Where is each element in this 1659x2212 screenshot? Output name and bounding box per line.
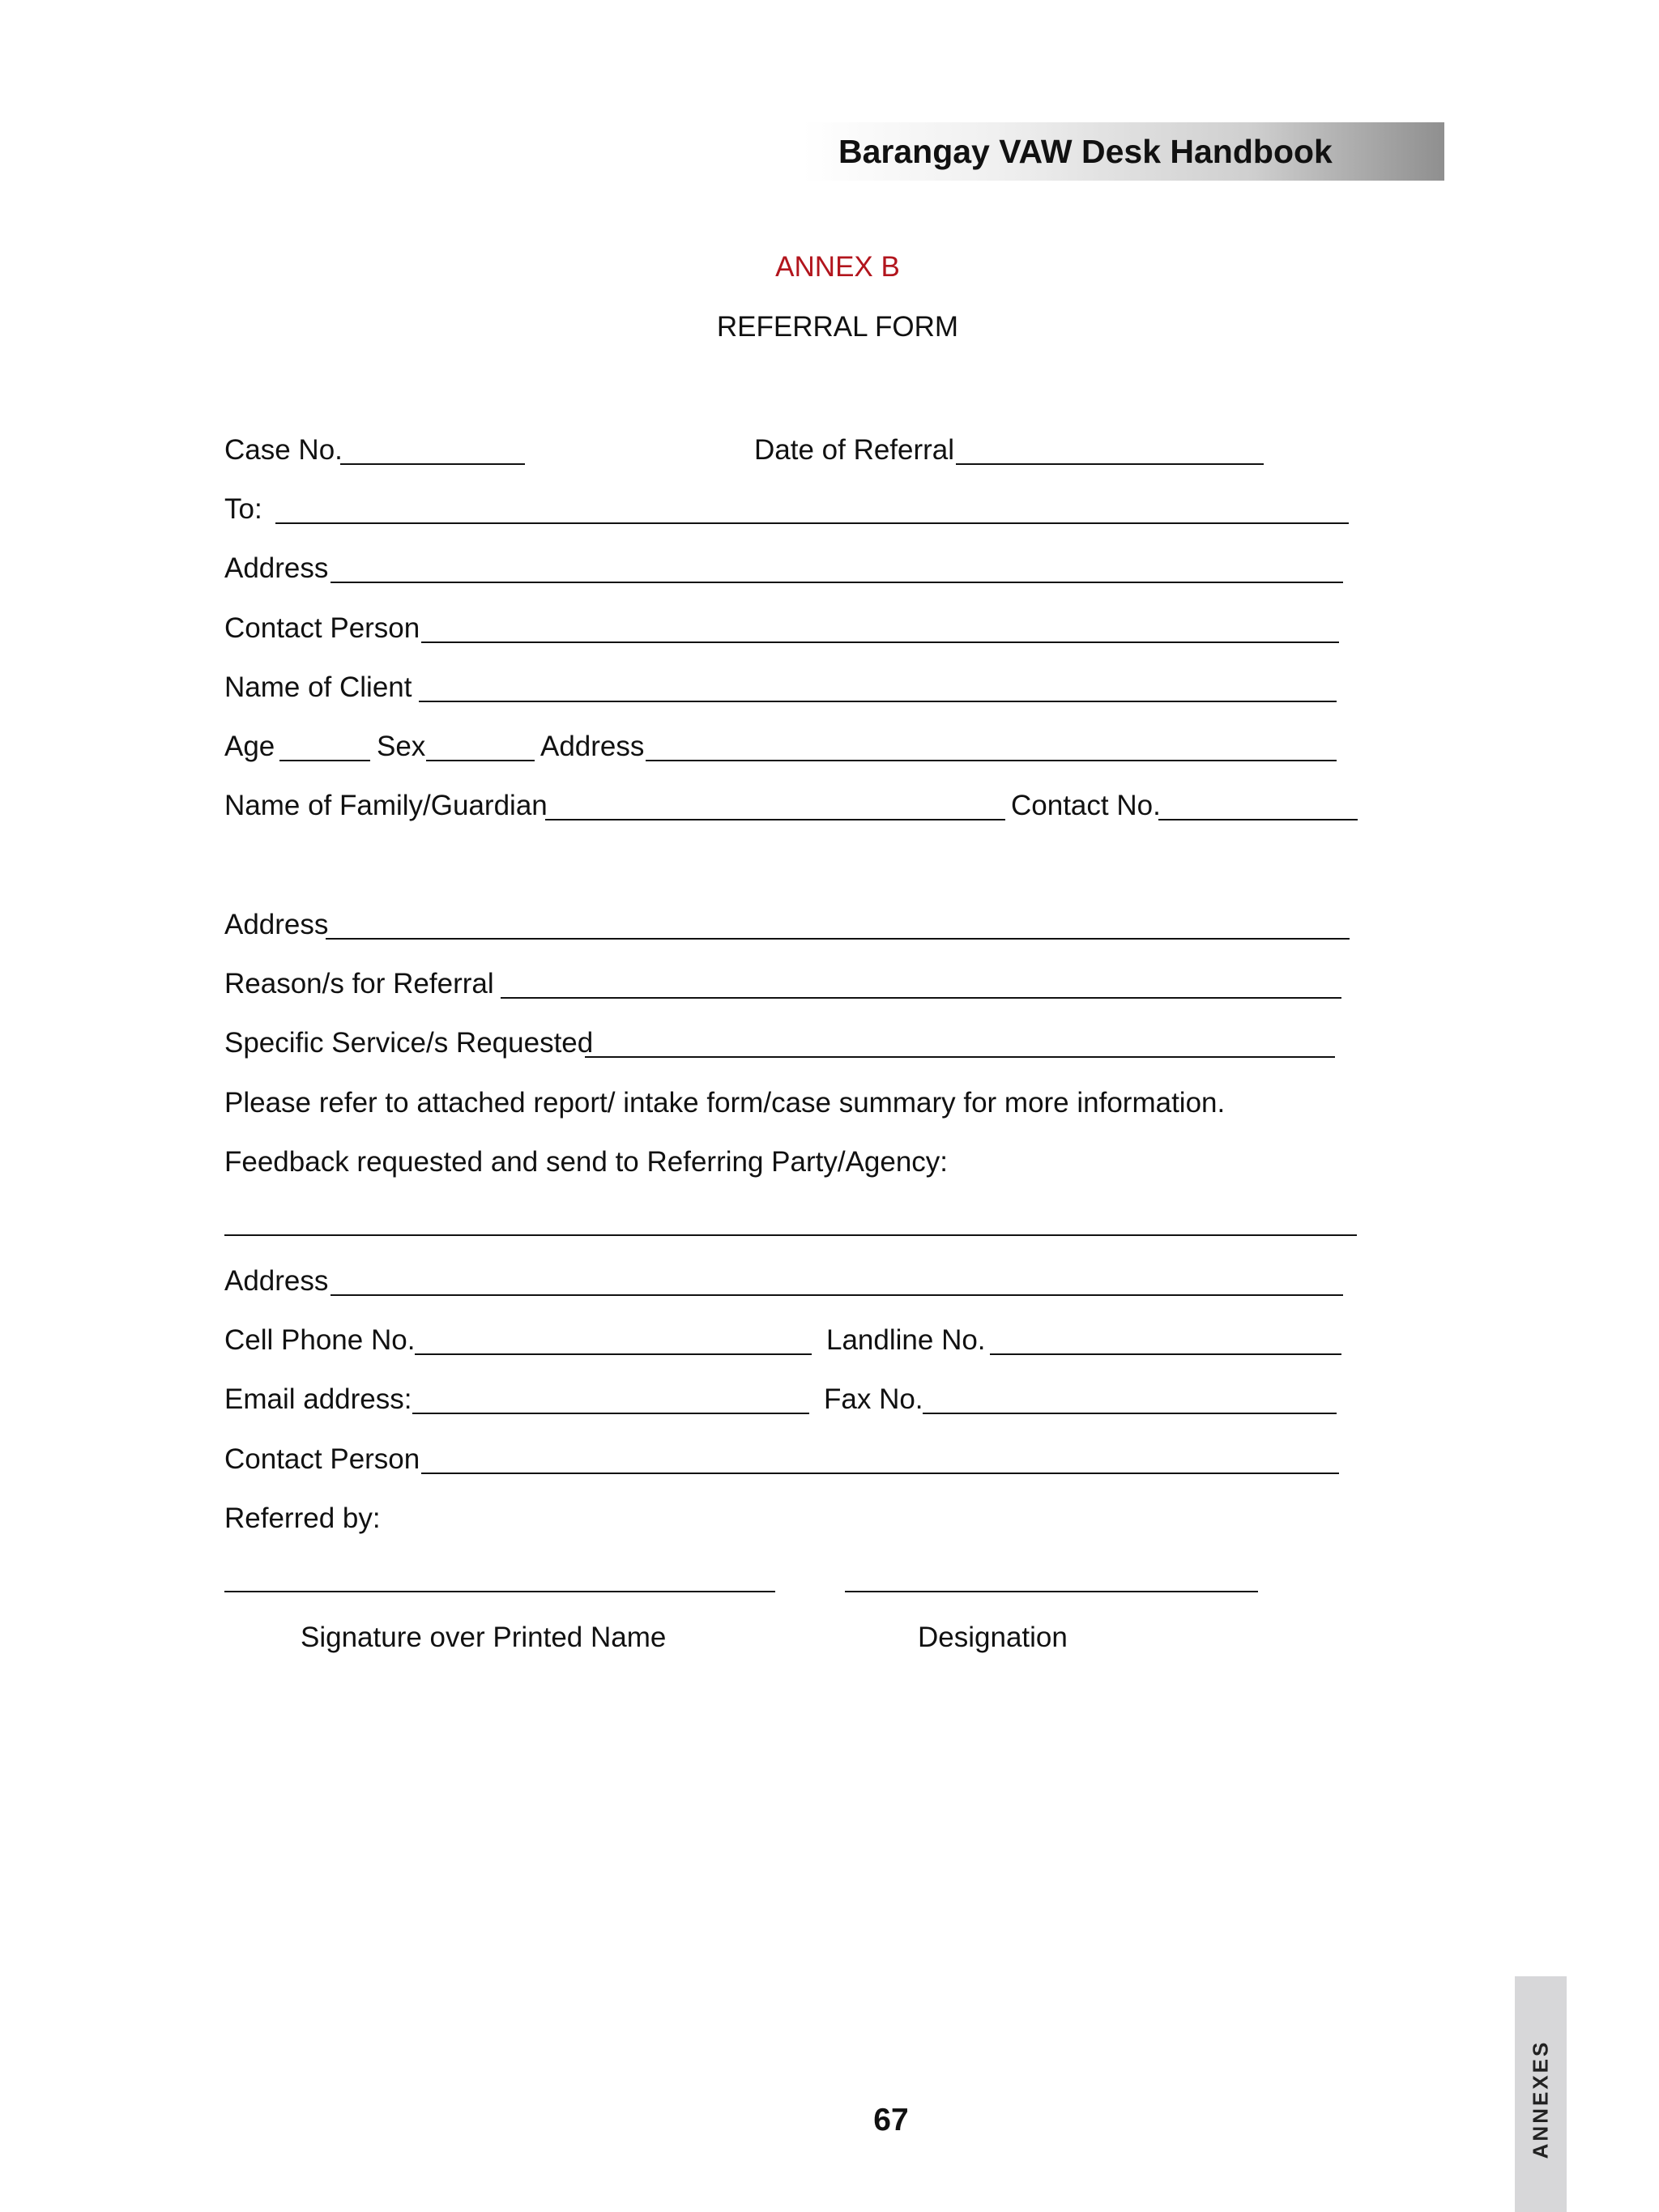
client-address-field[interactable] xyxy=(646,760,1337,761)
date-of-referral-field[interactable] xyxy=(956,463,1264,465)
email-label: Email address: xyxy=(224,1383,412,1415)
sex-field[interactable] xyxy=(426,760,535,761)
annexes-tab-label: ANNEXES xyxy=(1528,2039,1553,2159)
case-no-field[interactable] xyxy=(340,463,525,465)
fax-label: Fax No. xyxy=(824,1383,923,1415)
referring-agency-field[interactable] xyxy=(224,1234,1357,1236)
form-title: REFERRAL FORM xyxy=(716,311,959,343)
sex-label: Sex xyxy=(377,731,426,762)
agency-contact-person-label: Contact Person xyxy=(224,1443,420,1475)
guardian-address-label: Address xyxy=(224,909,329,940)
contact-no-field[interactable] xyxy=(1158,819,1358,820)
age-field[interactable] xyxy=(279,760,370,761)
email-field[interactable] xyxy=(412,1413,809,1414)
feedback-note: Feedback requested and send to Referring Party/Agency: xyxy=(224,1146,949,1178)
specific-services-field[interactable] xyxy=(585,1056,1335,1058)
reasons-for-referral-label: Reason/s for Referral xyxy=(224,968,494,999)
designation-field[interactable] xyxy=(845,1591,1258,1592)
designation-caption: Designation xyxy=(918,1622,1068,1653)
cell-phone-field[interactable] xyxy=(415,1353,812,1355)
refer-note: Please refer to attached report/ intake form/case summary for more information. xyxy=(224,1087,1226,1119)
age-label: Age xyxy=(224,731,275,762)
case-no-label: Case No. xyxy=(224,434,343,466)
landline-field[interactable] xyxy=(990,1353,1341,1355)
address-field[interactable] xyxy=(331,582,1343,583)
annex-label: ANNEX B xyxy=(775,251,900,283)
name-of-client-field[interactable] xyxy=(419,701,1337,702)
client-address-label: Address xyxy=(540,731,645,762)
contact-person-label: Contact Person xyxy=(224,612,420,644)
fax-field[interactable] xyxy=(923,1413,1337,1414)
agency-address-label: Address xyxy=(224,1265,329,1297)
guardian-address-field[interactable] xyxy=(326,938,1350,940)
date-of-referral-label: Date of Referral xyxy=(754,434,955,466)
handbook-title: Barangay VAW Desk Handbook xyxy=(838,133,1333,170)
to-field[interactable] xyxy=(275,522,1349,524)
name-of-client-label: Name of Client xyxy=(224,671,412,703)
signature-caption: Signature over Printed Name xyxy=(301,1622,667,1653)
landline-label: Landline No. xyxy=(826,1324,986,1356)
agency-contact-person-field[interactable] xyxy=(421,1473,1339,1474)
to-label: To: xyxy=(224,493,262,525)
family-guardian-label: Name of Family/Guardian xyxy=(224,790,548,821)
contact-person-field[interactable] xyxy=(421,641,1339,643)
reasons-for-referral-field[interactable] xyxy=(501,997,1341,999)
agency-address-field[interactable] xyxy=(331,1294,1343,1296)
signature-field[interactable] xyxy=(224,1591,775,1592)
family-guardian-field[interactable] xyxy=(545,819,1005,820)
specific-services-label: Specific Service/s Requested xyxy=(224,1027,594,1059)
cell-phone-label: Cell Phone No. xyxy=(224,1324,416,1356)
page-number: 67 xyxy=(873,2103,909,2137)
contact-no-label: Contact No. xyxy=(1011,790,1161,821)
address-label: Address xyxy=(224,552,329,584)
referred-by-label: Referred by: xyxy=(224,1502,381,1534)
